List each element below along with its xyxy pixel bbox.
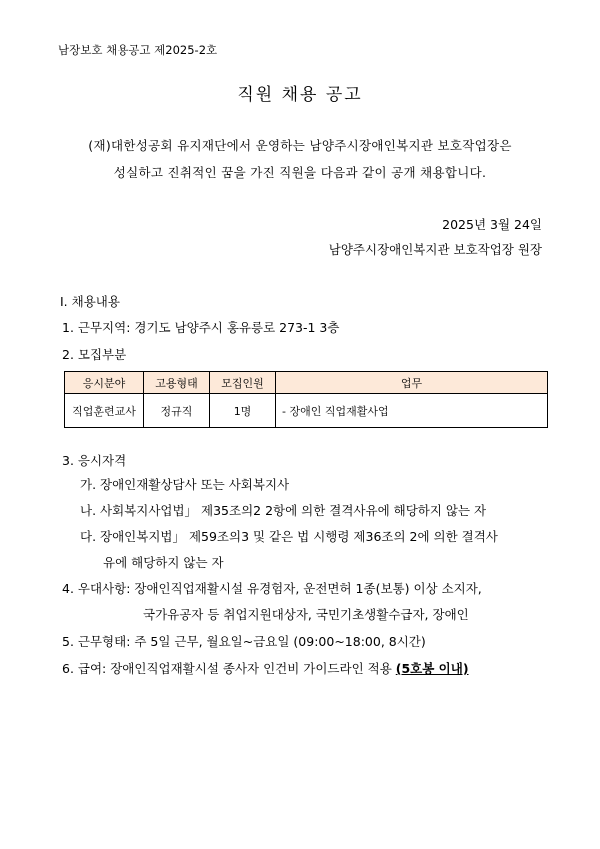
cell-headcount: 1명 [210,394,276,428]
notice-issuer: 남양주시장애인복지관 보호작업장 원장 [328,242,542,257]
page-title: 직원 채용 공고 [237,85,363,105]
work-location: 1. 근무지역: 경기도 남양주시 홍유릉로 273-1 3층 [62,320,340,335]
table-header-row [65,372,548,394]
recruit-section: 2. 모집부분 [62,347,127,362]
preference-line-1: 4. 우대사항: 장애인직업재활시설 유경험자, 운전면허 1종(보통) 이상 소지자, [62,581,482,596]
intro-line-1: (재)대한성공회 유지재단에서 운영하는 남양주시장애인복지관 보호작업장은 [88,138,512,153]
header-field: 응시분야 [65,372,144,394]
header-duty: 업무 [276,372,548,394]
qualification-c-line-1: 다. 장애인복지법」 제59조의3 및 같은 법 시행령 제36조의 2에 의한 결격사 [80,529,498,544]
recruitment-table [64,371,548,428]
preference-line-2: 국가유공자 등 취업지원대상자, 국민기초생활수급자, 장애인 [143,607,469,622]
table-row [65,394,548,428]
qualification-b: 나. 사회복지사업법」 제35조의2 2항에 의한 결격사유에 해당하지 않는 자 [80,503,487,518]
salary [62,659,469,677]
cell-field: 직업훈련교사 [65,394,144,428]
intro-line-2: 성실하고 진취적인 꿈을 가진 직원을 다음과 같이 공개 채용합니다. [113,165,487,180]
salary-text: 6. 급여: 장애인직업재활시설 종사자 인건비 가이드라인 적용 [62,661,392,676]
qualification-c-line-2: 유에 해당하지 않는 자 [103,555,224,570]
salary-emphasis: (5호봉 이내) [395,661,469,676]
section-heading: Ⅰ. 채용내용 [60,294,120,309]
header-headcount: 모집인원 [210,372,276,394]
work-schedule: 5. 근무형태: 주 5일 근무, 월요일~금요일 (09:00~18:00, 8시간) [62,634,426,649]
qualification-heading: 3. 응시자격 [62,453,127,468]
document-number: 남장보호 채용공고 제2025-2호 [58,43,218,57]
header-employment-type: 고용형태 [144,372,210,394]
qualification-a: 가. 장애인재활상담사 또는 사회복지사 [80,477,290,492]
cell-duty: - 장애인 직업재활사업 [276,394,548,428]
notice-date: 2025년 3월 24일 [442,217,542,232]
cell-employment-type: 정규직 [144,394,210,428]
